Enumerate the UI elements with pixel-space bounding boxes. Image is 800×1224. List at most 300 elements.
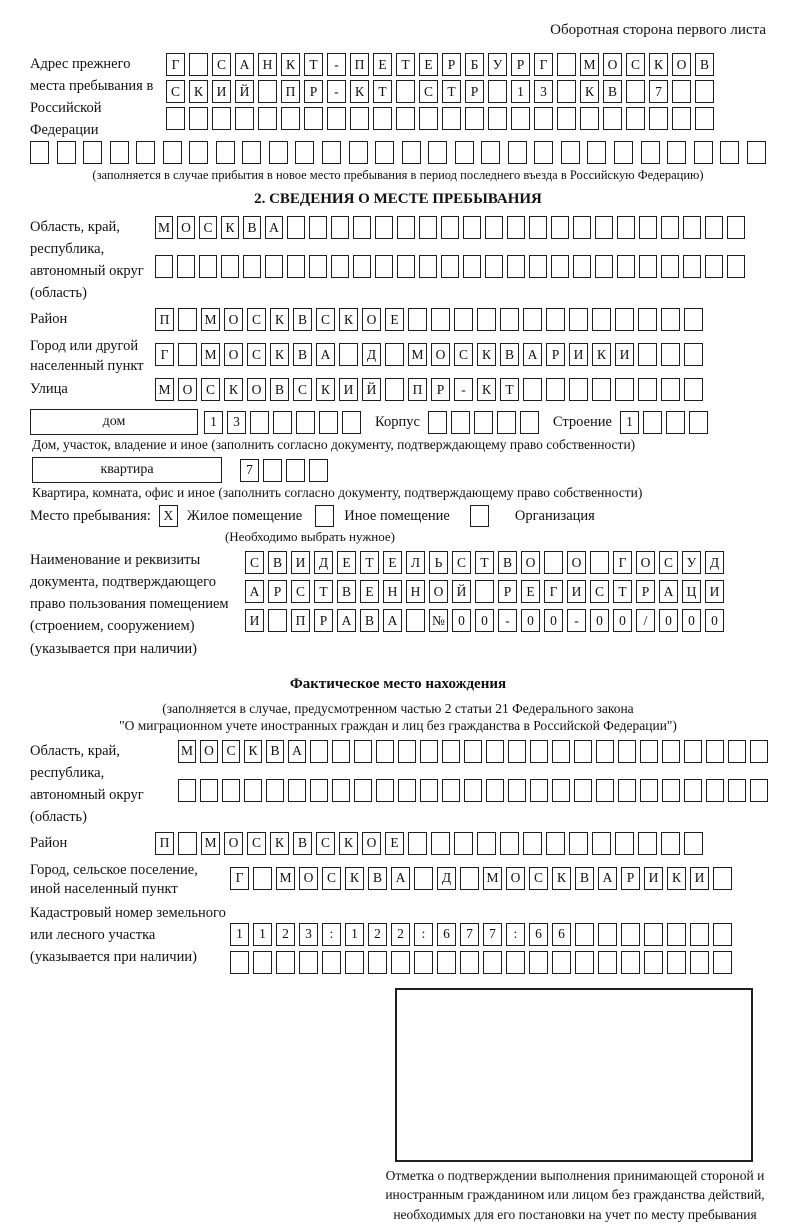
grid-cell[interactable]: Т bbox=[396, 53, 415, 76]
grid-cell[interactable] bbox=[322, 141, 341, 164]
grid-cell[interactable]: О bbox=[603, 53, 622, 76]
grid-cell[interactable]: А bbox=[598, 867, 617, 890]
grid-cell[interactable] bbox=[587, 141, 606, 164]
confirmation-mark-box[interactable] bbox=[395, 988, 753, 1162]
grid-cell[interactable]: 0 bbox=[521, 609, 540, 632]
grid-cell[interactable] bbox=[639, 216, 657, 239]
grid-cell[interactable] bbox=[212, 107, 231, 130]
grid-cell[interactable]: Р bbox=[465, 80, 484, 103]
grid-cell[interactable]: 0 bbox=[613, 609, 632, 632]
grid-cell[interactable]: 2 bbox=[391, 923, 410, 946]
house-type-box[interactable]: дом bbox=[30, 409, 198, 435]
grid-cell[interactable]: А bbox=[245, 580, 264, 603]
grid-cell[interactable] bbox=[258, 107, 277, 130]
grid-cell[interactable] bbox=[398, 740, 416, 763]
grid-cell[interactable] bbox=[268, 609, 287, 632]
grid-cell[interactable] bbox=[574, 779, 592, 802]
grid-cell[interactable] bbox=[349, 141, 368, 164]
grid-cell[interactable]: - bbox=[454, 378, 473, 401]
grid-cell[interactable]: Й bbox=[362, 378, 381, 401]
grid-cell[interactable] bbox=[750, 740, 768, 763]
grid-cell[interactable]: Б bbox=[465, 53, 484, 76]
grid-cell[interactable] bbox=[420, 779, 438, 802]
grid-cell[interactable] bbox=[500, 832, 519, 855]
grid-cell[interactable]: О bbox=[506, 867, 525, 890]
grid-cell[interactable] bbox=[178, 343, 197, 366]
grid-cell[interactable] bbox=[500, 308, 519, 331]
grid-cell[interactable] bbox=[557, 107, 576, 130]
grid-cell[interactable]: 2 bbox=[276, 923, 295, 946]
grid-cell[interactable]: С bbox=[316, 308, 335, 331]
grid-cell[interactable] bbox=[465, 107, 484, 130]
grid-cell[interactable] bbox=[747, 141, 766, 164]
grid-cell[interactable]: Г bbox=[230, 867, 249, 890]
grid-cell[interactable] bbox=[258, 80, 277, 103]
grid-cell[interactable] bbox=[375, 255, 393, 278]
grid-cell[interactable] bbox=[332, 740, 350, 763]
grid-cell[interactable] bbox=[428, 141, 447, 164]
grid-cell[interactable]: 0 bbox=[705, 609, 724, 632]
grid-cell[interactable] bbox=[690, 951, 709, 974]
grid-cell[interactable] bbox=[511, 107, 530, 130]
grid-cell[interactable] bbox=[419, 107, 438, 130]
grid-cell[interactable] bbox=[569, 378, 588, 401]
grid-cell[interactable]: А bbox=[391, 867, 410, 890]
grid-cell[interactable]: Т bbox=[500, 378, 519, 401]
grid-cell[interactable]: В bbox=[268, 551, 287, 574]
grid-cell[interactable] bbox=[451, 411, 470, 434]
grid-cell[interactable]: Е bbox=[385, 832, 404, 855]
grid-cell[interactable] bbox=[163, 141, 182, 164]
grid-cell[interactable] bbox=[309, 459, 328, 482]
apartment-type-box[interactable]: квартира bbox=[32, 457, 222, 483]
grid-cell[interactable]: В bbox=[695, 53, 714, 76]
grid-cell[interactable]: К bbox=[592, 343, 611, 366]
grid-cell[interactable] bbox=[544, 551, 563, 574]
grid-cell[interactable]: П bbox=[291, 609, 310, 632]
grid-cell[interactable]: О bbox=[429, 580, 448, 603]
grid-cell[interactable] bbox=[486, 740, 504, 763]
grid-cell[interactable]: 1 bbox=[511, 80, 530, 103]
grid-cell[interactable]: В bbox=[500, 343, 519, 366]
grid-cell[interactable] bbox=[595, 255, 613, 278]
grid-cell[interactable] bbox=[253, 951, 272, 974]
grid-cell[interactable] bbox=[485, 216, 503, 239]
grid-cell[interactable] bbox=[286, 459, 305, 482]
grid-cell[interactable] bbox=[661, 343, 680, 366]
grid-cell[interactable]: К bbox=[580, 80, 599, 103]
grid-cell[interactable] bbox=[595, 216, 613, 239]
grid-cell[interactable] bbox=[235, 107, 254, 130]
grid-cell[interactable]: Т bbox=[442, 80, 461, 103]
grid-cell[interactable]: Е bbox=[373, 53, 392, 76]
grid-cell[interactable] bbox=[296, 411, 315, 434]
grid-cell[interactable]: В bbox=[293, 308, 312, 331]
grid-cell[interactable] bbox=[442, 107, 461, 130]
grid-cell[interactable] bbox=[460, 951, 479, 974]
grid-cell[interactable]: 0 bbox=[452, 609, 471, 632]
grid-cell[interactable] bbox=[230, 951, 249, 974]
grid-cell[interactable] bbox=[684, 378, 703, 401]
grid-cell[interactable] bbox=[661, 216, 679, 239]
grid-cell[interactable] bbox=[309, 255, 327, 278]
grid-cell[interactable]: М bbox=[201, 832, 220, 855]
grid-cell[interactable] bbox=[332, 779, 350, 802]
grid-cell[interactable] bbox=[580, 107, 599, 130]
grid-cell[interactable] bbox=[644, 923, 663, 946]
grid-cell[interactable]: М bbox=[408, 343, 427, 366]
grid-cell[interactable]: 1 bbox=[345, 923, 364, 946]
grid-cell[interactable] bbox=[189, 107, 208, 130]
grid-cell[interactable] bbox=[506, 951, 525, 974]
grid-cell[interactable] bbox=[640, 740, 658, 763]
grid-cell[interactable]: С bbox=[247, 343, 266, 366]
grid-cell[interactable]: М bbox=[155, 378, 174, 401]
grid-cell[interactable] bbox=[683, 216, 701, 239]
grid-cell[interactable]: Т bbox=[360, 551, 379, 574]
grid-cell[interactable]: К bbox=[270, 832, 289, 855]
grid-cell[interactable]: К bbox=[339, 832, 358, 855]
grid-cell[interactable] bbox=[420, 740, 438, 763]
grid-cell[interactable]: А bbox=[265, 216, 283, 239]
grid-cell[interactable] bbox=[618, 779, 636, 802]
grid-cell[interactable] bbox=[385, 343, 404, 366]
grid-cell[interactable] bbox=[414, 867, 433, 890]
grid-cell[interactable]: 6 bbox=[529, 923, 548, 946]
grid-cell[interactable] bbox=[221, 255, 239, 278]
grid-cell[interactable] bbox=[640, 779, 658, 802]
grid-cell[interactable]: И bbox=[567, 580, 586, 603]
grid-cell[interactable] bbox=[574, 740, 592, 763]
grid-cell[interactable] bbox=[666, 411, 685, 434]
grid-cell[interactable]: О bbox=[362, 308, 381, 331]
grid-cell[interactable] bbox=[569, 308, 588, 331]
grid-cell[interactable] bbox=[689, 411, 708, 434]
grid-cell[interactable] bbox=[454, 308, 473, 331]
grid-cell[interactable] bbox=[200, 779, 218, 802]
grid-cell[interactable] bbox=[603, 107, 622, 130]
grid-cell[interactable]: А bbox=[235, 53, 254, 76]
grid-cell[interactable]: В bbox=[270, 378, 289, 401]
grid-cell[interactable] bbox=[706, 740, 724, 763]
grid-cell[interactable] bbox=[615, 832, 634, 855]
grid-cell[interactable] bbox=[414, 951, 433, 974]
grid-cell[interactable] bbox=[428, 411, 447, 434]
grid-cell[interactable]: / bbox=[636, 609, 655, 632]
grid-cell[interactable] bbox=[368, 951, 387, 974]
grid-cell[interactable] bbox=[442, 740, 460, 763]
grid-cell[interactable] bbox=[375, 141, 394, 164]
grid-cell[interactable] bbox=[530, 740, 548, 763]
grid-cell[interactable] bbox=[342, 411, 361, 434]
grid-cell[interactable] bbox=[354, 779, 372, 802]
grid-cell[interactable] bbox=[508, 740, 526, 763]
grid-cell[interactable]: Г bbox=[613, 551, 632, 574]
grid-cell[interactable]: О bbox=[247, 378, 266, 401]
grid-cell[interactable]: О bbox=[567, 551, 586, 574]
grid-cell[interactable] bbox=[475, 580, 494, 603]
grid-cell[interactable] bbox=[463, 216, 481, 239]
grid-cell[interactable]: О bbox=[200, 740, 218, 763]
grid-cell[interactable]: Р bbox=[314, 609, 333, 632]
grid-cell[interactable] bbox=[621, 923, 640, 946]
grid-cell[interactable]: 3 bbox=[299, 923, 318, 946]
grid-cell[interactable] bbox=[552, 779, 570, 802]
grid-cell[interactable] bbox=[483, 951, 502, 974]
grid-cell[interactable] bbox=[276, 951, 295, 974]
grid-cell[interactable]: С bbox=[419, 80, 438, 103]
grid-cell[interactable]: О bbox=[299, 867, 318, 890]
grid-cell[interactable] bbox=[437, 951, 456, 974]
grid-cell[interactable] bbox=[441, 216, 459, 239]
grid-cell[interactable]: 1 bbox=[620, 411, 639, 434]
grid-cell[interactable] bbox=[397, 255, 415, 278]
grid-cell[interactable]: И bbox=[705, 580, 724, 603]
grid-cell[interactable] bbox=[242, 141, 261, 164]
grid-cell[interactable] bbox=[684, 779, 702, 802]
grid-cell[interactable] bbox=[57, 141, 76, 164]
grid-cell[interactable] bbox=[557, 80, 576, 103]
grid-cell[interactable]: Д bbox=[705, 551, 724, 574]
grid-cell[interactable] bbox=[189, 53, 208, 76]
grid-cell[interactable]: : bbox=[322, 923, 341, 946]
grid-cell[interactable] bbox=[534, 141, 553, 164]
grid-cell[interactable]: 0 bbox=[544, 609, 563, 632]
grid-cell[interactable] bbox=[617, 216, 635, 239]
grid-cell[interactable]: И bbox=[339, 378, 358, 401]
grid-cell[interactable] bbox=[488, 107, 507, 130]
grid-cell[interactable] bbox=[110, 141, 129, 164]
grid-cell[interactable]: 7 bbox=[649, 80, 668, 103]
grid-cell[interactable] bbox=[397, 216, 415, 239]
grid-cell[interactable]: П bbox=[281, 80, 300, 103]
grid-cell[interactable] bbox=[621, 951, 640, 974]
grid-cell[interactable]: М bbox=[201, 343, 220, 366]
grid-cell[interactable]: - bbox=[498, 609, 517, 632]
grid-cell[interactable] bbox=[477, 832, 496, 855]
grid-cell[interactable]: С bbox=[212, 53, 231, 76]
grid-cell[interactable] bbox=[575, 951, 594, 974]
grid-cell[interactable]: Р bbox=[304, 80, 323, 103]
grid-cell[interactable]: А bbox=[337, 609, 356, 632]
grid-cell[interactable] bbox=[266, 779, 284, 802]
grid-cell[interactable]: С bbox=[201, 378, 220, 401]
grid-cell[interactable]: Р bbox=[498, 580, 517, 603]
grid-cell[interactable] bbox=[339, 343, 358, 366]
grid-cell[interactable] bbox=[683, 255, 701, 278]
grid-cell[interactable]: Р bbox=[636, 580, 655, 603]
grid-cell[interactable] bbox=[250, 411, 269, 434]
grid-cell[interactable]: М bbox=[276, 867, 295, 890]
grid-cell[interactable]: Ь bbox=[429, 551, 448, 574]
grid-cell[interactable]: Р bbox=[431, 378, 450, 401]
grid-cell[interactable] bbox=[592, 308, 611, 331]
grid-cell[interactable] bbox=[626, 107, 645, 130]
grid-cell[interactable] bbox=[661, 308, 680, 331]
grid-cell[interactable] bbox=[557, 53, 576, 76]
grid-cell[interactable] bbox=[643, 411, 662, 434]
grid-cell[interactable]: С bbox=[316, 832, 335, 855]
grid-cell[interactable]: 6 bbox=[437, 923, 456, 946]
grid-cell[interactable]: 1 bbox=[253, 923, 272, 946]
grid-cell[interactable] bbox=[304, 107, 323, 130]
grid-cell[interactable] bbox=[706, 779, 724, 802]
grid-cell[interactable]: У bbox=[488, 53, 507, 76]
grid-cell[interactable] bbox=[353, 216, 371, 239]
grid-cell[interactable] bbox=[375, 216, 393, 239]
grid-cell[interactable] bbox=[705, 255, 723, 278]
grid-cell[interactable] bbox=[488, 80, 507, 103]
grid-cell[interactable] bbox=[136, 141, 155, 164]
grid-cell[interactable] bbox=[178, 779, 196, 802]
grid-cell[interactable] bbox=[398, 779, 416, 802]
grid-cell[interactable] bbox=[534, 107, 553, 130]
grid-cell[interactable] bbox=[575, 923, 594, 946]
grid-cell[interactable]: 0 bbox=[590, 609, 609, 632]
grid-cell[interactable] bbox=[684, 343, 703, 366]
grid-cell[interactable]: А bbox=[659, 580, 678, 603]
grid-cell[interactable]: И bbox=[212, 80, 231, 103]
grid-cell[interactable]: К bbox=[350, 80, 369, 103]
grid-cell[interactable] bbox=[508, 141, 527, 164]
grid-cell[interactable] bbox=[551, 255, 569, 278]
grid-cell[interactable]: С bbox=[166, 80, 185, 103]
grid-cell[interactable] bbox=[396, 80, 415, 103]
grid-cell[interactable] bbox=[728, 740, 746, 763]
grid-cell[interactable]: Т bbox=[475, 551, 494, 574]
grid-cell[interactable] bbox=[638, 343, 657, 366]
grid-cell[interactable]: Р bbox=[268, 580, 287, 603]
grid-cell[interactable] bbox=[331, 216, 349, 239]
grid-cell[interactable]: В bbox=[575, 867, 594, 890]
grid-cell[interactable]: О bbox=[224, 832, 243, 855]
grid-cell[interactable] bbox=[728, 779, 746, 802]
grid-cell[interactable]: Е bbox=[337, 551, 356, 574]
grid-cell[interactable]: К bbox=[221, 216, 239, 239]
grid-cell[interactable]: К bbox=[244, 740, 262, 763]
grid-cell[interactable] bbox=[638, 308, 657, 331]
grid-cell[interactable]: 0 bbox=[659, 609, 678, 632]
grid-cell[interactable] bbox=[331, 255, 349, 278]
grid-cell[interactable]: Т bbox=[613, 580, 632, 603]
grid-cell[interactable]: № bbox=[429, 609, 448, 632]
grid-cell[interactable]: Т bbox=[314, 580, 333, 603]
grid-cell[interactable]: - bbox=[327, 53, 346, 76]
grid-cell[interactable]: И bbox=[644, 867, 663, 890]
grid-cell[interactable]: А bbox=[288, 740, 306, 763]
grid-cell[interactable] bbox=[222, 779, 240, 802]
grid-cell[interactable]: 1 bbox=[204, 411, 223, 434]
grid-cell[interactable] bbox=[419, 216, 437, 239]
grid-cell[interactable]: А bbox=[316, 343, 335, 366]
grid-cell[interactable]: М bbox=[580, 53, 599, 76]
grid-cell[interactable]: В bbox=[498, 551, 517, 574]
grid-cell[interactable]: : bbox=[506, 923, 525, 946]
grid-cell[interactable]: К bbox=[477, 343, 496, 366]
grid-cell[interactable] bbox=[713, 867, 732, 890]
grid-cell[interactable] bbox=[695, 80, 714, 103]
grid-cell[interactable] bbox=[523, 378, 542, 401]
grid-cell[interactable] bbox=[454, 832, 473, 855]
grid-cell[interactable]: Е bbox=[385, 308, 404, 331]
grid-cell[interactable] bbox=[481, 141, 500, 164]
grid-cell[interactable] bbox=[615, 308, 634, 331]
checkbox-inoe[interactable] bbox=[315, 505, 334, 527]
grid-cell[interactable]: О bbox=[672, 53, 691, 76]
grid-cell[interactable]: 0 bbox=[682, 609, 701, 632]
grid-cell[interactable] bbox=[592, 378, 611, 401]
grid-cell[interactable]: Е bbox=[360, 580, 379, 603]
grid-cell[interactable]: К bbox=[477, 378, 496, 401]
grid-cell[interactable]: И bbox=[569, 343, 588, 366]
grid-cell[interactable] bbox=[695, 107, 714, 130]
grid-cell[interactable] bbox=[419, 255, 437, 278]
grid-cell[interactable]: С bbox=[247, 832, 266, 855]
grid-cell[interactable] bbox=[561, 141, 580, 164]
grid-cell[interactable]: К bbox=[189, 80, 208, 103]
grid-cell[interactable] bbox=[644, 951, 663, 974]
grid-cell[interactable] bbox=[662, 779, 680, 802]
grid-cell[interactable]: Д bbox=[362, 343, 381, 366]
grid-cell[interactable] bbox=[189, 141, 208, 164]
grid-cell[interactable] bbox=[662, 740, 680, 763]
grid-cell[interactable]: Т bbox=[304, 53, 323, 76]
grid-cell[interactable]: Ц bbox=[682, 580, 701, 603]
grid-cell[interactable] bbox=[310, 740, 328, 763]
grid-cell[interactable] bbox=[486, 779, 504, 802]
grid-cell[interactable] bbox=[552, 740, 570, 763]
grid-cell[interactable] bbox=[641, 141, 660, 164]
grid-cell[interactable] bbox=[295, 141, 314, 164]
grid-cell[interactable] bbox=[661, 378, 680, 401]
grid-cell[interactable]: С bbox=[452, 551, 471, 574]
grid-cell[interactable]: - bbox=[327, 80, 346, 103]
grid-cell[interactable] bbox=[596, 779, 614, 802]
grid-cell[interactable] bbox=[713, 923, 732, 946]
grid-cell[interactable]: О bbox=[177, 216, 195, 239]
grid-cell[interactable] bbox=[376, 779, 394, 802]
grid-cell[interactable]: В bbox=[243, 216, 261, 239]
grid-cell[interactable]: О bbox=[224, 343, 243, 366]
grid-cell[interactable] bbox=[442, 779, 460, 802]
grid-cell[interactable] bbox=[30, 141, 49, 164]
grid-cell[interactable]: С bbox=[291, 580, 310, 603]
grid-cell[interactable] bbox=[244, 779, 262, 802]
grid-cell[interactable]: Д bbox=[437, 867, 456, 890]
grid-cell[interactable]: 3 bbox=[534, 80, 553, 103]
grid-cell[interactable]: И bbox=[615, 343, 634, 366]
grid-cell[interactable]: 3 bbox=[227, 411, 246, 434]
checkbox-organizaciya[interactable] bbox=[470, 505, 489, 527]
grid-cell[interactable] bbox=[287, 216, 305, 239]
grid-cell[interactable] bbox=[507, 216, 525, 239]
grid-cell[interactable] bbox=[615, 378, 634, 401]
grid-cell[interactable] bbox=[460, 867, 479, 890]
grid-cell[interactable] bbox=[727, 216, 745, 239]
grid-cell[interactable] bbox=[523, 832, 542, 855]
grid-cell[interactable] bbox=[265, 255, 283, 278]
grid-cell[interactable]: А bbox=[523, 343, 542, 366]
grid-cell[interactable] bbox=[573, 255, 591, 278]
grid-cell[interactable]: В bbox=[293, 343, 312, 366]
grid-cell[interactable]: К bbox=[281, 53, 300, 76]
grid-cell[interactable]: К bbox=[667, 867, 686, 890]
grid-cell[interactable]: И bbox=[245, 609, 264, 632]
grid-cell[interactable]: Р bbox=[511, 53, 530, 76]
grid-cell[interactable] bbox=[166, 107, 185, 130]
grid-cell[interactable]: 7 bbox=[460, 923, 479, 946]
grid-cell[interactable] bbox=[529, 216, 547, 239]
